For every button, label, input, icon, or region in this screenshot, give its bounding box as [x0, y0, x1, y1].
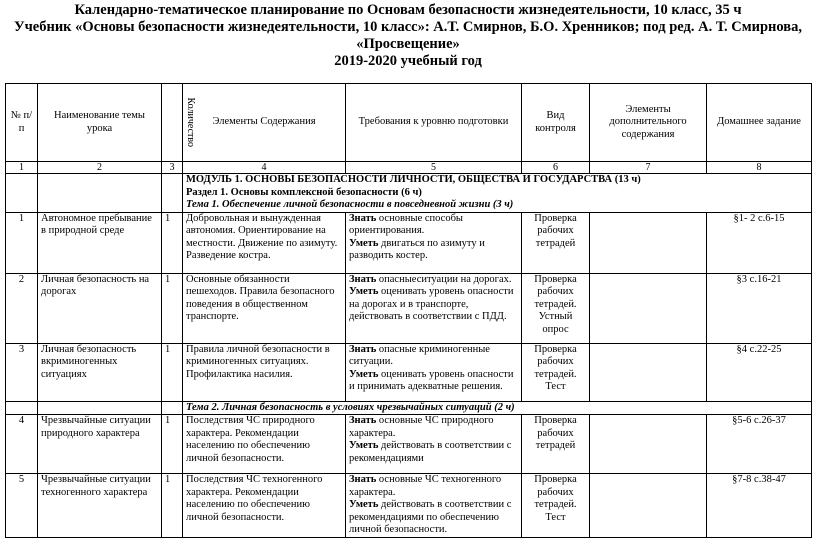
lesson-name: Чрезвычайные ситуации техногенного характера: [38, 474, 162, 538]
lesson-requirements: Знать основные ЧС техногенного характера. Уметь действовать в соответствии с рекомендациями по обеспечению личной безопасности.: [346, 474, 522, 538]
col-number: 4: [183, 162, 346, 174]
lesson-content: Основные обязанности пешеходов. Правила безопасного поведения в общественном транспорте.: [183, 273, 346, 343]
document-title-line-3: «Просвещение»: [356, 36, 460, 52]
lesson-num: 1: [6, 212, 38, 273]
lesson-num: 5: [6, 474, 38, 538]
lesson-qty: 1: [162, 343, 183, 401]
col-number: 7: [590, 162, 707, 174]
section-title: Раздел 1. Основы комплексной безопасности (6 ч): [186, 186, 422, 198]
col-number: 2: [38, 162, 162, 174]
lesson-homework: §4 с.22-25: [707, 343, 812, 401]
column-number-row: [6, 162, 812, 174]
col-number: 5: [346, 162, 522, 174]
lesson-homework: §7-8 с.38-47: [707, 474, 812, 538]
module-heading-row: [6, 174, 812, 213]
col-number: 8: [707, 162, 812, 174]
header-extra-content: Элементы дополнительного содержания: [590, 84, 707, 162]
lesson-homework: §1- 2 с.6-15: [707, 212, 812, 273]
lesson-content: Правила личной безопасности в криминогенных ситуациях. Профилактика насилия.: [183, 343, 346, 401]
lesson-requirements: Знать опасныеситуации на дорогах. Уметь оценивать уровень опасности на дорогах и в транспорте, действовать в соответствии с ПДД.: [346, 273, 522, 343]
lesson-control: Проверка рабочих тетрадей: [522, 212, 590, 273]
lesson-extra: [590, 273, 707, 343]
lesson-content: Добровольная и вынужденная автономия. Ориентирование на местности. Движение по азимуту. Разведение костра.: [183, 212, 346, 273]
lesson-qty: 1: [162, 212, 183, 273]
lesson-name: Личная безопасность вкриминогенных ситуациях: [38, 343, 162, 401]
table-row: [6, 415, 812, 474]
header-homework: Домашнее задание: [707, 84, 812, 162]
lesson-num: 2: [6, 273, 38, 343]
table-row: [6, 474, 812, 538]
document-title-line-1: Календарно-тематическое планирование по Основам безопасности жизнедеятельности, 10 класс, 35 ч: [74, 2, 742, 18]
table-row: [6, 273, 812, 343]
lesson-control: Проверка рабочих тетрадей. Устный опрос: [522, 273, 590, 343]
module-heading-cell: [183, 174, 812, 213]
lesson-content: Последствия ЧС техногенного характера. Рекомендации населению по обеспечению личной безопасности.: [183, 474, 346, 538]
lesson-name: Чрезвычайные ситуации природного характера: [38, 415, 162, 474]
document-title-line-2: Учебник «Основы безопасности жизнедеятельности, 10 класс»: А.Т. Смирнов, Б.О. Хренников; под ред. А. Т. Смирнова,: [13, 19, 803, 35]
topic-title: Тема 1. Обеспечение личной безопасности в повседневной жизни (3 ч): [186, 199, 514, 210]
lesson-homework: §3 с.16-21: [707, 273, 812, 343]
lesson-num: 3: [6, 343, 38, 401]
lesson-requirements: Знать основные ЧС природного характера. Уметь действовать в соответствии с рекомендациями: [346, 415, 522, 474]
lesson-qty: 1: [162, 415, 183, 474]
module-title: МОДУЛЬ 1. ОСНОВЫ БЕЗОПАСНОСТИ ЛИЧНОСТИ, ОБЩЕСТВА И ГОСУДАРСТВА (13 ч): [186, 174, 641, 185]
lesson-control: Проверка рабочих тетрадей: [522, 415, 590, 474]
lesson-num: 4: [6, 415, 38, 474]
topic-title: Тема 2. Личная безопасность в условиях чрезвычайных ситуаций (2 ч): [183, 401, 812, 415]
table-row: [6, 343, 812, 401]
lesson-extra: [590, 415, 707, 474]
header-topic-name: Наименование темы урока: [38, 84, 162, 162]
lesson-content: Последствия ЧС природного характера. Рекомендации населению по обеспечению личной безопасности.: [183, 415, 346, 474]
header-control: Вид контроля: [522, 84, 590, 162]
lesson-name: Автономное пребывание в природной среде: [38, 212, 162, 273]
table-header-row: [6, 84, 812, 162]
lesson-control: Проверка рабочих тетрадей. Тест: [522, 343, 590, 401]
col-number: 1: [6, 162, 38, 174]
header-num: № п/п: [6, 84, 38, 162]
document-title-line-4: 2019-2020 учебный год: [334, 53, 482, 69]
header-quantity: [162, 84, 197, 162]
lesson-extra: [590, 343, 707, 401]
col-number: 3: [162, 162, 183, 174]
lesson-qty: 1: [162, 273, 183, 343]
lesson-qty: 1: [162, 474, 183, 538]
header-content: Элементы Содержания: [183, 84, 346, 162]
lesson-requirements: Знать опасные криминогенные ситуации. Уметь оценивать уровень опасности и принимать адекватные решения.: [346, 343, 522, 401]
lesson-homework: §5-6 с.26-37: [707, 415, 812, 474]
table-row: [6, 212, 812, 273]
topic-heading-row: [6, 401, 812, 415]
lesson-extra: [590, 474, 707, 538]
lesson-control: Проверка рабочих тетрадей. Тест: [522, 474, 590, 538]
header-quantity-label: Количество: [185, 97, 197, 148]
lesson-requirements: Знать основные способы ориентирования. Уметь двигаться по азимуту и разводить костер.: [346, 212, 522, 273]
lesson-extra: [590, 212, 707, 273]
planning-table: [5, 83, 812, 538]
col-number: 6: [522, 162, 590, 174]
lesson-name: Личная безопасность на дорогах: [38, 273, 162, 343]
header-requirements: Требования к уровню подготовки: [346, 84, 522, 162]
